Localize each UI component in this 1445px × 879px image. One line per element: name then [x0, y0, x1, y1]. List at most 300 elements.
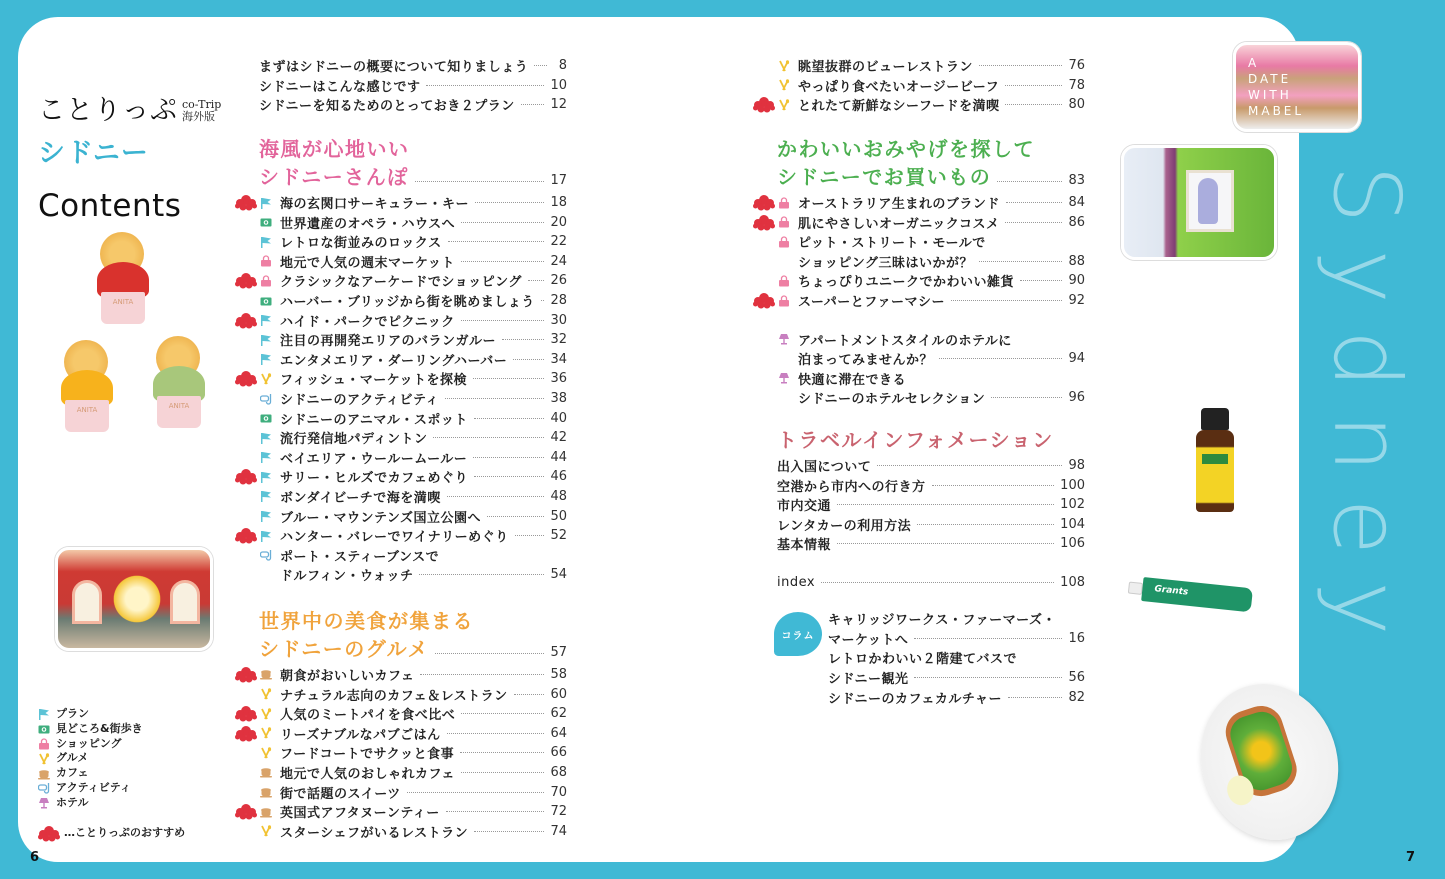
- toc-entry-page: 100: [1060, 477, 1085, 493]
- toc-entry[interactable]: [259, 291, 567, 311]
- icon-spacer: [777, 352, 791, 366]
- recommend-flower-icon: [235, 468, 257, 486]
- recommend-flower-icon: [753, 213, 775, 231]
- toc-entry[interactable]: [777, 369, 1085, 389]
- toc-entry-page: 70: [550, 784, 567, 800]
- leader-dots: [474, 476, 544, 477]
- section-shopping: [777, 135, 1085, 311]
- toc-entry-page: 64: [550, 725, 567, 741]
- leader-dots: [419, 574, 544, 575]
- toc-entry[interactable]: [777, 76, 1085, 96]
- toc-entry-title: キャリッジワークス・ファーマーズ・: [828, 613, 1056, 629]
- camera-icon: [38, 723, 50, 735]
- leader-dots: [917, 524, 1054, 525]
- logo-edition: 海外版: [182, 110, 215, 123]
- toc-entry-title: シドニーのアクティビティ: [280, 393, 440, 409]
- leader-dots: [1005, 104, 1062, 105]
- toc-entry-title: 基本情報: [777, 538, 832, 554]
- flag-icon: [259, 450, 273, 464]
- toc-entry[interactable]: [777, 95, 1085, 115]
- toc-entry[interactable]: [259, 467, 567, 487]
- toc-entry-title: 街で話題のスイーツ: [280, 786, 401, 802]
- shopping-bag-icon: [777, 294, 791, 308]
- toc-entry-page: 96: [1068, 390, 1085, 406]
- toc-entry-title: やっぱり食べたいオージービーフ: [798, 79, 1000, 95]
- toc-entry[interactable]: [259, 448, 567, 468]
- leader-dots: [460, 752, 544, 753]
- toc-entry-page: 28: [550, 293, 567, 309]
- recommend-flower-icon: [235, 272, 257, 290]
- leader-dots: [407, 792, 545, 793]
- recommend-flower-icon: [235, 370, 257, 387]
- recommend-flower-icon: [38, 825, 60, 842]
- leader-dots: [473, 457, 544, 458]
- legend-item-sightseeing: [38, 722, 185, 737]
- fork-spoon-icon: [777, 78, 791, 92]
- section-travel-info: [777, 426, 1085, 593]
- toc-entry[interactable]: [777, 291, 1085, 311]
- toc-entry-page: 72: [550, 804, 567, 820]
- leader-dots: [446, 811, 545, 812]
- shopping-bag-icon: [259, 254, 273, 268]
- lamp-icon: [38, 797, 50, 809]
- toc-entry[interactable]: [259, 506, 567, 526]
- toc-entry[interactable]: [259, 428, 567, 448]
- toc-entry[interactable]: [777, 534, 1085, 554]
- hotel-entries: [777, 329, 1085, 407]
- flag-icon: [259, 529, 273, 543]
- fork-spoon-icon: [259, 707, 273, 721]
- city-title: シドニー: [38, 138, 149, 169]
- recommend-flower-icon: [235, 803, 257, 820]
- toc-entry[interactable]: [777, 515, 1085, 535]
- toc-entry-title: 快適に滞在できる: [798, 372, 907, 388]
- toc-entry[interactable]: [828, 609, 1085, 629]
- flag-icon: [259, 431, 273, 445]
- column-entries: [828, 609, 1085, 707]
- toc-entry-title: レンタカーの利用方法: [777, 518, 912, 534]
- legend-label: ホテル: [56, 795, 89, 809]
- toc-entry-title: 英国式アフタヌーンティー: [280, 806, 440, 822]
- toc-entry-page: 40: [550, 410, 567, 426]
- leader-dots: [1006, 202, 1063, 203]
- toc-entry[interactable]: [777, 349, 1085, 369]
- shopping-bag-icon: [777, 196, 791, 210]
- legend-label: 見どころ&街歩き: [56, 721, 143, 735]
- toc-entry-title: シドニー観光: [828, 672, 909, 688]
- toc-entry-index[interactable]: index 108: [777, 574, 1085, 590]
- page-number-right: 7: [1406, 850, 1416, 865]
- gelato-yellow-image: ANITA: [58, 340, 116, 432]
- toc-entry-page: 98: [1068, 458, 1085, 474]
- legend-item-cafe: [38, 766, 185, 781]
- column-badge: コラム: [774, 612, 822, 656]
- recommend-flower-icon: [235, 725, 257, 742]
- toc-entry-page: 48: [550, 488, 567, 504]
- toc-entry-title: 人気のミートパイを食べ比べ: [280, 708, 456, 724]
- recommend-flower-icon: [753, 96, 775, 114]
- leader-dots: [461, 261, 545, 262]
- logo-jp: ことりっぷ: [38, 95, 178, 126]
- toc-entry[interactable]: [259, 782, 567, 802]
- fork-spoon-icon: [38, 753, 50, 765]
- toc-entry-title: 海の玄関口サーキュラー・キー: [280, 197, 470, 213]
- legend-label: グルメ: [56, 751, 89, 765]
- toc-entry-page: 68: [550, 764, 567, 780]
- page-number-left: 6: [30, 850, 40, 865]
- toc-entry-page: 50: [550, 508, 567, 524]
- toc-entry[interactable]: [259, 369, 567, 389]
- toc-entry-page: 60: [550, 686, 567, 702]
- toc-entry-page: 74: [550, 823, 567, 839]
- recommend-flower-icon: [235, 724, 257, 742]
- toc-entry[interactable]: [259, 704, 567, 724]
- toc-entry[interactable]: [259, 232, 567, 252]
- section-title-row[interactable]: [259, 163, 567, 191]
- arcade-photo: [55, 547, 213, 651]
- legend-item-plan: [38, 707, 185, 722]
- leader-dots: [979, 65, 1063, 66]
- recommend-flower-icon: [753, 292, 775, 309]
- toc-entry[interactable]: [777, 495, 1085, 515]
- leader-dots: [951, 300, 1063, 301]
- toc-entry-title: 世界遺産のオペラ・ハウスへ: [280, 216, 456, 232]
- toc-entry[interactable]: [259, 684, 567, 704]
- shopping-entries: [777, 193, 1085, 311]
- recommend-flower-icon: [753, 194, 775, 212]
- toc-entry-page: 62: [550, 706, 567, 722]
- shopping-bag-icon: [38, 738, 50, 750]
- toc-entry-title: シドニーのアニマル・スポット: [280, 412, 468, 428]
- toc-entry[interactable]: [777, 252, 1085, 272]
- toc-entry-page: 92: [1068, 293, 1085, 309]
- toc-entry-title: レトロかわいい２階建てバスで: [828, 652, 1018, 668]
- toc-entry-title: レトロな街並みのロックス: [280, 236, 442, 252]
- section-title: 海風が心地いい: [259, 136, 410, 161]
- legend-item-hotel: [38, 796, 185, 811]
- toc-entry-title: 眺望抜群のビューレストラン: [798, 60, 973, 76]
- toc-entry-page: 16: [1068, 630, 1085, 646]
- coffee-cup-icon: [259, 765, 273, 779]
- logo-en: co-Trip: [182, 98, 222, 111]
- toc-entry-title: ポート・スティーブンスで: [280, 549, 440, 565]
- leader-dots: [473, 378, 544, 379]
- toc-entry-title: 出入国について: [777, 460, 872, 476]
- toc-entry-title: ピット・ストリート・モールで: [798, 236, 986, 252]
- fork-spoon-icon: [259, 687, 273, 701]
- leader-dots: [433, 437, 544, 438]
- tea-tree-oil-image: [1196, 408, 1234, 512]
- leader-dots: [474, 418, 545, 419]
- toc-entry-page: 18: [550, 195, 567, 211]
- fork-spoon-icon: [259, 726, 273, 740]
- toc-entry-title: ベイエリア・ウールームールー: [280, 451, 468, 467]
- toc-entry-page: 88: [1068, 253, 1085, 269]
- toc-entry-page: 66: [550, 745, 567, 761]
- shopping-bag-icon: [259, 274, 273, 288]
- leader-dots: [1008, 697, 1063, 698]
- cotrip-logo: [38, 88, 221, 127]
- fork-spoon-icon: [259, 746, 273, 760]
- coffee-cup-icon: [38, 768, 50, 780]
- toc-entry-title: サリー・ヒルズでカフェめぐり: [280, 471, 468, 487]
- toc-entry-page: 26: [550, 273, 567, 289]
- leader-dots: [461, 772, 545, 773]
- section-walk: [259, 135, 567, 585]
- toc-entry[interactable]: [259, 252, 567, 272]
- toc-entry[interactable]: [259, 330, 567, 350]
- leader-dots: [932, 485, 1055, 486]
- toc-entry[interactable]: [259, 310, 567, 330]
- leader-dots: [877, 465, 1062, 466]
- toc-entry[interactable]: [259, 802, 567, 822]
- leader-dots: [914, 677, 1062, 678]
- toc-entry[interactable]: [259, 565, 567, 585]
- snorkel-icon: [259, 392, 273, 406]
- leader-dots: [1005, 222, 1062, 223]
- toc-entry[interactable]: [777, 232, 1085, 252]
- gelato-red-image: ANITA: [94, 232, 152, 324]
- leader-dots: [541, 300, 545, 301]
- toc-entry[interactable]: [259, 743, 567, 763]
- fork-spoon-icon: [259, 824, 273, 838]
- section-title: シドニーさんぽ: [259, 164, 409, 189]
- contents-heading: Contents: [38, 188, 182, 224]
- coffee-cup-icon: [259, 785, 273, 799]
- toc-entry[interactable]: [259, 723, 567, 743]
- toc-entry-page: 56: [1068, 670, 1085, 686]
- leader-dots: [914, 638, 1062, 639]
- toc-entry-page: 38: [550, 391, 567, 407]
- legend-label: ショッピング: [56, 736, 122, 750]
- toc-entry-title: ハンター・バレーでワイナリーめぐり: [280, 530, 509, 546]
- recommend-flower-icon: [235, 527, 257, 544]
- toc-entry[interactable]: [777, 271, 1085, 291]
- section-title: シドニーでお買いもの: [777, 164, 992, 189]
- leader-dots: [475, 202, 544, 203]
- flag-icon: [38, 708, 50, 720]
- legend-item-gourmet: [38, 751, 185, 766]
- toc-entry-title: ハイド・パークでピクニック: [280, 314, 455, 330]
- toc-entry-title: フードコートでサクッと食事: [280, 747, 455, 763]
- toc-right-column: [777, 56, 1085, 592]
- toc-entry-page: 44: [550, 449, 567, 465]
- section-gourmet: [259, 607, 567, 841]
- toc-entry-title: 泊まってみませんか？: [798, 353, 934, 369]
- toc-entry[interactable]: [259, 763, 567, 783]
- toc-entry[interactable]: [828, 687, 1085, 707]
- toc-entry[interactable]: [259, 350, 567, 370]
- recommend-flower-icon: [235, 705, 257, 722]
- fork-spoon-icon: [777, 59, 791, 73]
- toc-entry[interactable]: [777, 212, 1085, 232]
- leader-dots: [528, 280, 545, 281]
- brand-block: [38, 88, 221, 224]
- recommend-flower-icon: [235, 370, 257, 388]
- leader-dots: [837, 504, 1054, 505]
- toc-entry-page: 46: [550, 469, 567, 485]
- toc-entry[interactable]: [828, 668, 1085, 688]
- leader-dots: [991, 397, 1062, 398]
- toc-entry-page: 24: [550, 253, 567, 269]
- recommend-flower-icon: [235, 468, 257, 485]
- toc-entry[interactable]: [259, 408, 567, 428]
- leader-dots: [445, 398, 544, 399]
- toc-entry[interactable]: [777, 56, 1085, 76]
- recommend-flower-icon: [235, 194, 257, 212]
- toc-entry[interactable]: [828, 629, 1085, 649]
- toc-entry[interactable]: [259, 212, 567, 232]
- flag-icon: [259, 313, 273, 327]
- recommend-flower-icon: [753, 214, 775, 231]
- camera-icon: [259, 215, 273, 229]
- toc-entry-title: ブルー・マウンテンズ国立公園へ: [280, 510, 481, 526]
- recommend-flower-icon: [753, 194, 775, 211]
- leader-dots: [514, 694, 545, 695]
- toc-entry[interactable]: シドニーを知るためのとっておき２プラン 12: [259, 97, 567, 115]
- gourmet-entries: [259, 665, 567, 841]
- toc-entry-page: 58: [550, 666, 567, 682]
- toc-entry-title: 流行発信地パディントン: [280, 432, 428, 448]
- icon-legend: [38, 707, 185, 842]
- toc-entry[interactable]: [777, 475, 1085, 495]
- recommend-flower-icon: [753, 96, 775, 113]
- toc-entry-title: ドルフィン・ウォッチ: [280, 569, 414, 585]
- toc-entry[interactable]: [259, 389, 567, 409]
- section-page: 83: [1068, 172, 1085, 188]
- section-title-row[interactable]: [259, 635, 567, 663]
- leader-dots: [979, 261, 1062, 262]
- toc-entry-title: 朝食がおいしいカフェ: [280, 668, 415, 684]
- toc-entry-page: 42: [550, 430, 567, 446]
- flag-icon: [259, 470, 273, 484]
- toc-entry-page: 106: [1060, 536, 1085, 552]
- toc-entry-page: 22: [550, 234, 567, 250]
- toc-entry[interactable]: [777, 193, 1085, 213]
- toc-entry-title: ボンダイビーチで海を満喫: [280, 490, 441, 506]
- toc-entry[interactable]: [259, 193, 567, 213]
- toc-left-column: [259, 56, 567, 841]
- flag-icon: [259, 352, 273, 366]
- logo-sub: [182, 99, 221, 127]
- column-entries-block: [828, 609, 1085, 707]
- icon-spacer: [259, 568, 273, 582]
- toc-entry[interactable]: シドニーはこんな感じです 10: [259, 77, 567, 95]
- toc-entry[interactable]: [259, 526, 567, 546]
- recommend-flower-icon: [235, 311, 257, 329]
- gelato-green-image: ANITA: [150, 336, 208, 428]
- toc-entry[interactable]: [777, 456, 1085, 476]
- leader-dots: [515, 535, 545, 536]
- leader-dots: [502, 339, 544, 340]
- toc-entry-title: スターシェフがいるレストラン: [280, 825, 469, 841]
- toc-entry-title: 地元で人気の週末マーケット: [280, 255, 455, 271]
- toc-entry[interactable]: [828, 648, 1085, 668]
- section-title-row[interactable]: [777, 163, 1085, 191]
- recommend-flower-icon: [235, 527, 257, 545]
- toc-entry[interactable]: [259, 487, 567, 507]
- toc-entry-title: 肌にやさしいオーガニックコスメ: [798, 216, 1000, 232]
- camera-icon: [259, 294, 273, 308]
- shop-sign-photo: [1121, 145, 1277, 260]
- lamp-icon: [777, 371, 791, 385]
- icon-spacer: [777, 254, 791, 268]
- toc-entry[interactable]: [777, 329, 1085, 349]
- toc-entry-title: フィッシュ・マーケットを探検: [280, 373, 468, 389]
- toc-entry[interactable]: [259, 271, 567, 291]
- toc-entry-page: 84: [1068, 195, 1085, 211]
- spine-title: [1300, 165, 1430, 725]
- flag-icon: [259, 509, 273, 523]
- leader-dots: [837, 543, 1054, 544]
- toc-entry[interactable]: [259, 821, 567, 841]
- toc-entry-title: ハーバー・ブリッジから街を眺めましょう: [280, 295, 535, 311]
- recommend-flower-icon: [235, 194, 257, 211]
- toc-entry-title: シドニーのホテルセレクション: [798, 392, 986, 408]
- shop-photo-caption: A DATE WITH MABEL: [1248, 56, 1305, 118]
- shopping-bag-icon: [777, 274, 791, 288]
- toc-entry[interactable]: [259, 665, 567, 685]
- toc-entry-title: ちょっぴりユニークでかわいい雑貨: [798, 275, 1015, 291]
- recommend-flower-icon: [235, 272, 257, 289]
- fork-spoon-icon: [259, 372, 273, 386]
- icon-spacer: [777, 391, 791, 405]
- toc-entry-page: 80: [1068, 97, 1085, 113]
- recommend-flower-icon: [235, 312, 257, 329]
- walk-entries: [259, 193, 567, 585]
- toc-entry-title: シドニーのカフェカルチャー: [828, 691, 1002, 707]
- leader-dots: [420, 674, 544, 675]
- camera-icon: [259, 411, 273, 425]
- toc-entry[interactable]: [777, 388, 1085, 408]
- toc-entry-page: 86: [1068, 214, 1085, 230]
- toc-entry-title: エンタメエリア・ダーリングハーバー: [280, 353, 508, 369]
- snorkel-icon: [259, 548, 273, 562]
- recommend-flower-icon: [235, 803, 257, 821]
- coffee-cup-icon: [259, 805, 273, 819]
- toc-entry-title: 市内交通: [777, 499, 832, 515]
- recommend-flower-icon: [235, 665, 257, 683]
- travel-entries: [777, 456, 1085, 554]
- recommend-flower-icon: [235, 666, 257, 683]
- toc-entry-title: スーパーとファーマシー: [798, 295, 945, 311]
- leader-dots: [448, 241, 545, 242]
- toc-entry-title: オーストラリア生まれのブランド: [798, 197, 1000, 213]
- section-title: シドニーのグルメ: [259, 636, 429, 661]
- leader-dots: [447, 733, 545, 734]
- intro-list: [259, 56, 567, 115]
- toc-entry-page: 102: [1060, 497, 1085, 513]
- legend-recommend-label: …ことりっぷのおすすめ: [64, 825, 186, 839]
- toc-entry[interactable]: まずはシドニーの概要について知りましょう 8: [259, 58, 567, 76]
- toc-entry[interactable]: [259, 545, 567, 565]
- leader-dots: [461, 713, 544, 714]
- flag-icon: [259, 235, 273, 249]
- toc-entry-title: ショッピング三昧はいかが？: [798, 255, 973, 271]
- section-title: 世界中の美食が集まる: [259, 608, 474, 633]
- toc-entry-page: 20: [550, 214, 567, 230]
- leader-dots: [487, 516, 545, 517]
- toc-entry-title: クラシックなアーケードでショッピング: [280, 275, 522, 291]
- toc-entry-page: 78: [1068, 77, 1085, 93]
- recommend-flower-icon: [753, 292, 775, 310]
- toc-entry-title: 注目の再開発エリアのバランガルー: [280, 334, 497, 350]
- recommend-flower-icon: [235, 705, 257, 723]
- toc-entry-page: 90: [1068, 273, 1085, 289]
- legend-label: アクティビティ: [56, 780, 131, 794]
- leader-dots: [461, 320, 545, 321]
- toc-entry-title: とれたて新鮮なシーフードを満喫: [798, 99, 1000, 115]
